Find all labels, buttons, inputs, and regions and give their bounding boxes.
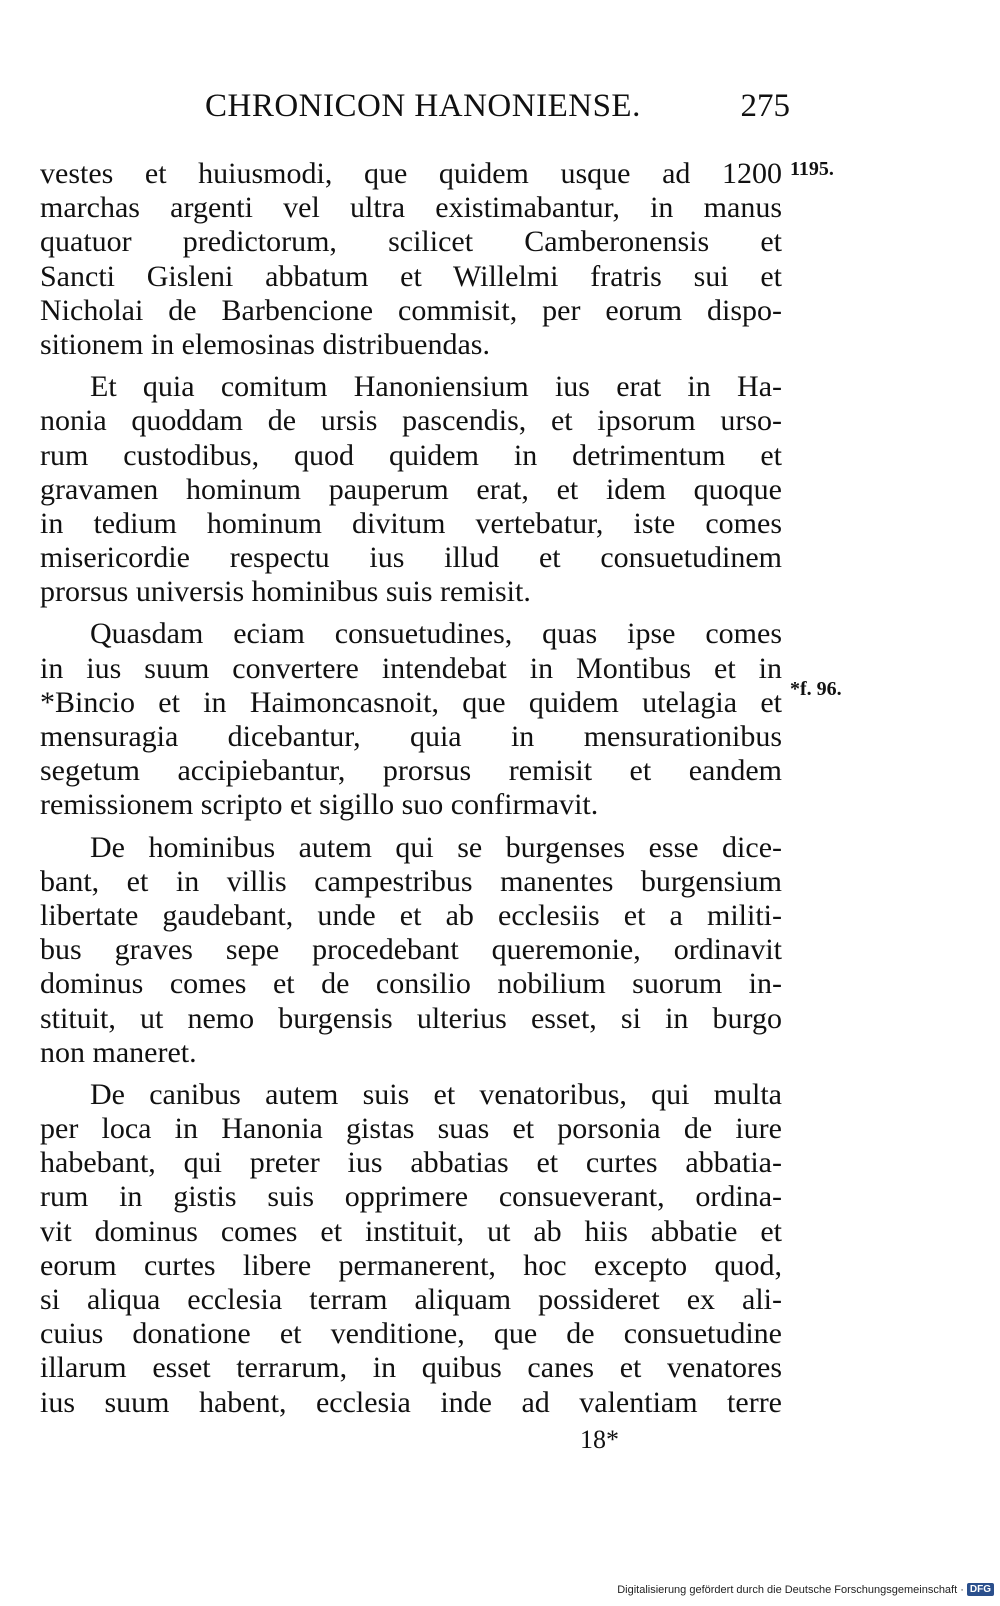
- text-line: gravamen hominum pauperum erat, et idem quoque: [40, 472, 782, 506]
- text-line: ius suum habent, ecclesia inde ad valentiam terre: [40, 1385, 782, 1419]
- text-line: mensuragia dicebantur, quia in mensurationibus: [40, 720, 782, 753]
- text-line: eorum curtes libere permanerent, hoc excepto quod,: [40, 1248, 782, 1282]
- text-line: quatuor predictorum, scilicet Camberonensis et: [40, 225, 782, 259]
- margin-note-year: 1195.: [790, 158, 834, 180]
- text-line: nonia quoddam de ursis pascendis, et ipsorum urso-: [40, 404, 782, 438]
- paragraph: [40, 831, 782, 1070]
- paragraph: [40, 617, 782, 822]
- text-line: non maneret.: [40, 1035, 197, 1069]
- running-head: [40, 80, 790, 140]
- text-line: marchas argenti vel ultra existimabantur, in manus: [40, 191, 782, 225]
- text-line: habebant, qui preter ius abbatias et curtes abbatia-: [40, 1146, 782, 1180]
- text-line: Quasdam eciam consuetudines, quas ipse comes: [90, 617, 782, 651]
- text-line: Nicholai de Barbencione commisit, per eorum dispo-: [40, 293, 782, 327]
- credit-text: Digitalisierung gefördert durch die Deutsche Forschungsgemeinschaft ·: [617, 1583, 964, 1596]
- paragraph: [40, 1078, 782, 1420]
- text-line: *Bincio et in Haimoncasnoit, que quidem utelagia et: [40, 685, 782, 719]
- text-line: bant, et in villis campestribus manentes burgensium: [40, 864, 782, 898]
- text-line: De hominibus autem qui se burgenses esse dice-: [90, 830, 782, 864]
- text-line: Sancti Gisleni abbatum et Willelmi fratris sui et: [40, 259, 782, 293]
- text-line: in tedium hominum divitum vertebatur, iste comes: [40, 506, 782, 540]
- text-line: vit dominus comes et instituit, ut ab hiis abbatie et: [40, 1214, 782, 1248]
- paragraph-gap: [40, 1070, 782, 1078]
- text-line: rum custodibus, quod quidem in detrimentum et: [40, 438, 782, 472]
- text-line: in ius suum convertere intendebat in Montibus et in: [40, 651, 782, 685]
- text-line: stituit, ut nemo burgensis ulterius esset, si in burgo: [40, 1001, 782, 1035]
- text-line: per loca in Hanonia gistas suas et porsonia de iure: [40, 1112, 782, 1146]
- text-line: si aliqua ecclesia terram aliquam possideret ex ali-: [40, 1283, 782, 1316]
- text-line: cuius donatione et venditione, que de consuetudine: [40, 1317, 782, 1351]
- signature-mark: 18*: [580, 1425, 619, 1454]
- text-line: vestes et huiusmodi, que quidem usque ad 1200: [40, 157, 782, 190]
- paragraph-gap: [40, 823, 782, 831]
- page-number: 275: [740, 88, 790, 124]
- text-line: rum in gistis suis opprimere consueverant, ordina-: [40, 1180, 782, 1214]
- text-line: De canibus autem suis et venatoribus, qui multa: [90, 1077, 782, 1111]
- text-line: Et quia comitum Hanoniensium ius erat in Ha-: [90, 370, 782, 404]
- text-line: sitionem in elemosinas distribuendas.: [40, 327, 490, 361]
- text-line: bus graves sepe procedebant queremonie, ordinavit: [40, 933, 782, 967]
- paragraph-gap: [40, 362, 782, 370]
- digitization-credit: [617, 1583, 994, 1596]
- dfg-logo: DFG: [967, 1583, 994, 1596]
- text-line: segetum accipiebantur, prorsus remisit et eandem: [40, 754, 782, 788]
- text-line: misericordie respectu ius illud et consuetudinem: [40, 541, 782, 575]
- paragraph: [40, 370, 782, 609]
- text-line: prorsus universis hominibus suis remisit.: [40, 575, 531, 609]
- text-line: remissionem scripto et sigillo suo confirmavit.: [40, 788, 599, 822]
- text-line: illarum esset terrarum, in quibus canes et venatores: [40, 1351, 782, 1385]
- paragraph: [40, 157, 782, 362]
- text-line: libertate gaudebant, unde et ab ecclesiis et a militi-: [40, 898, 782, 932]
- text-line: dominus comes et de consilio nobilium suorum in-: [40, 967, 782, 1001]
- body-text: [40, 157, 782, 1420]
- running-title: CHRONICON HANONIENSE.: [205, 88, 641, 124]
- margin-note-folio: *f. 96.: [790, 678, 842, 700]
- paragraph-gap: [40, 609, 782, 617]
